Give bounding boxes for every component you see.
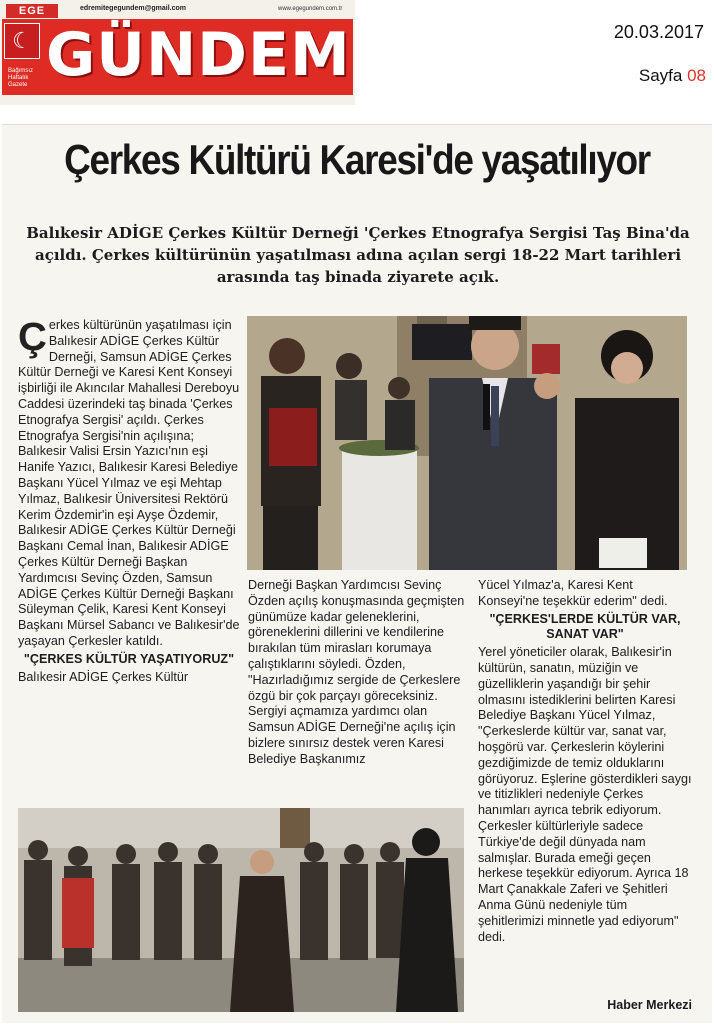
photo-folk-dance-illustration (18, 808, 464, 1012)
page-number: 08 (687, 66, 706, 85)
article-paragraph-1: erkes kültürünün yaşatılması için Balıkesir ADİGE Çerkes Kültür Derneği, Samsun ADİGE Çerkes Kültür Derneği ve Karesi Kent Konseyi işbirliği ile Akıncılar Mahallesi Dereboyu Caddesi üzerindeki taş binada 'Çerkes Etnografya Sergisi' açıldı. Çerkes Etnografya Sergisi'nin açılışına; Balıkesir Valisi Ersin Yazıcı'nın eşi Hanife Yazıcı, Balıkesir Karesi Belediye Başkanı Yücel Yılmaz ve eşi Mehtap Yılmaz, Balıkesir Üniversitesi Rektörü Kerim Özdemir'in eşi Ayşe Özdemir, Balıkesir ADİGE Çerkes Kültür Derneği Başkanı Cemal İnan, Balıkesir ADİGE Çerkes Kültür Derneği Başkan Yardımcısı Sevinç Özden, Samsun ADİGE Çerkes Kültür Derneği Başkanı Süleyman Çelik, Karesi Kent Konseyi Başkanı Mürsel Sabancı ve Balıkesir'de yaşayan Çerkesler katıldı. (18, 318, 240, 648)
masthead-tagline: Bağımsız Haftalık Gazete (8, 68, 34, 88)
article-paragraph-2: Balıkesir ADİGE Çerkes Kültür (18, 669, 189, 684)
article-column-1 (18, 315, 240, 685)
article-column-2 (248, 578, 474, 768)
publication-date: 20.03.2017 (613, 22, 704, 42)
article-headline: Çerkes Kültürü Karesi'de yaşatılıyor (64, 136, 650, 183)
crescent-star-flag-icon: ☾ (4, 23, 40, 59)
masthead-title: GÜNDEM (46, 20, 351, 90)
page-indicator (639, 66, 706, 86)
newspaper-masthead (0, 0, 355, 105)
article-column-3 (478, 578, 692, 945)
photo-folk-dance (18, 808, 464, 1012)
masthead-website: www.egegundem.com.tr (278, 6, 343, 12)
article-paragraph-5: Yerel yöneticiler olarak, Balıkesir'in kültürün, sanatın, müziğin ve güzelliklerin yaşandığı bir şehir olmasını istediklerini belirten Karesi Belediye Başkanı Yücel Yılmaz, "Çerkeslerde kültür var, sanat var, hoşgörü var. Çerkeslerin köylerini gezdiğimizde de temiz olduklarını görüyoruz. Eşlerine gösterdikleri saygı ve titizlikleri nedeniyle Çerkes hanımları ayrıca tebrik ediyorum. Çerkesler kültürleriyle sadece Türkiye'de değil dünyada nam salmışlar. Burada emeği geçen herkese teşekkür ediyorum. Ayrıca 18 Mart Çanakkale Zaferi ve Şehitleri Anma Günü nedeniyle tüm şehitlerimizi minnetle yad ediyorum" dedi. (478, 645, 692, 944)
page-label: Sayfa (638, 66, 683, 85)
photo-opening-ceremony (247, 316, 687, 570)
subheading-art: "ÇERKES'LERDE KÜLTÜR VAR, SANAT VAR" (489, 611, 681, 642)
subheading-culture: "ÇERKES KÜLTÜR YAŞATIYORUZ" (23, 651, 235, 666)
masthead-ege-label: EGE (6, 4, 58, 18)
article-lead: Balıkesir ADİGE Çerkes Kültür Derneği 'Çerkes Etnografya Sergisi Taş Bina'da açıldı. Çerkes kültürünün yaşatılması adına açılan sergi 18-22 Mart tarihleri arasında taş binada ziyarete açık. (26, 224, 690, 286)
article-paragraph-3: Derneği Başkan Yardımcısı Sevinç Özden açılış konuşmasında geçmişten günümüze kadar geleneklerini, göreneklerini dillerini ve kendilerine bırakılan tüm mirasları korumaya çalıştıklarını söyledi. Özden, "Hazırladığımız sergide de Çerkeslere özgü bir çok parçayı göreceksiniz. Sergiyi açmamıza yardımcı olan Samsun ADİGE Derneği'ne açılış için bizlere sınırsız destek veren Karesi Belediye Başkanımız (248, 578, 465, 766)
article-credit: Haber Merkezi (607, 998, 692, 1012)
article-paragraph-4: Yücel Yılmaz'a, Karesi Kent Konseyi'ne teşekkür ederim" dedi. (478, 578, 668, 608)
drop-cap: Ç (18, 315, 47, 359)
photo-opening-ceremony-illustration (247, 316, 687, 570)
masthead-email: edremitegegundem@gmail.com (80, 5, 187, 12)
